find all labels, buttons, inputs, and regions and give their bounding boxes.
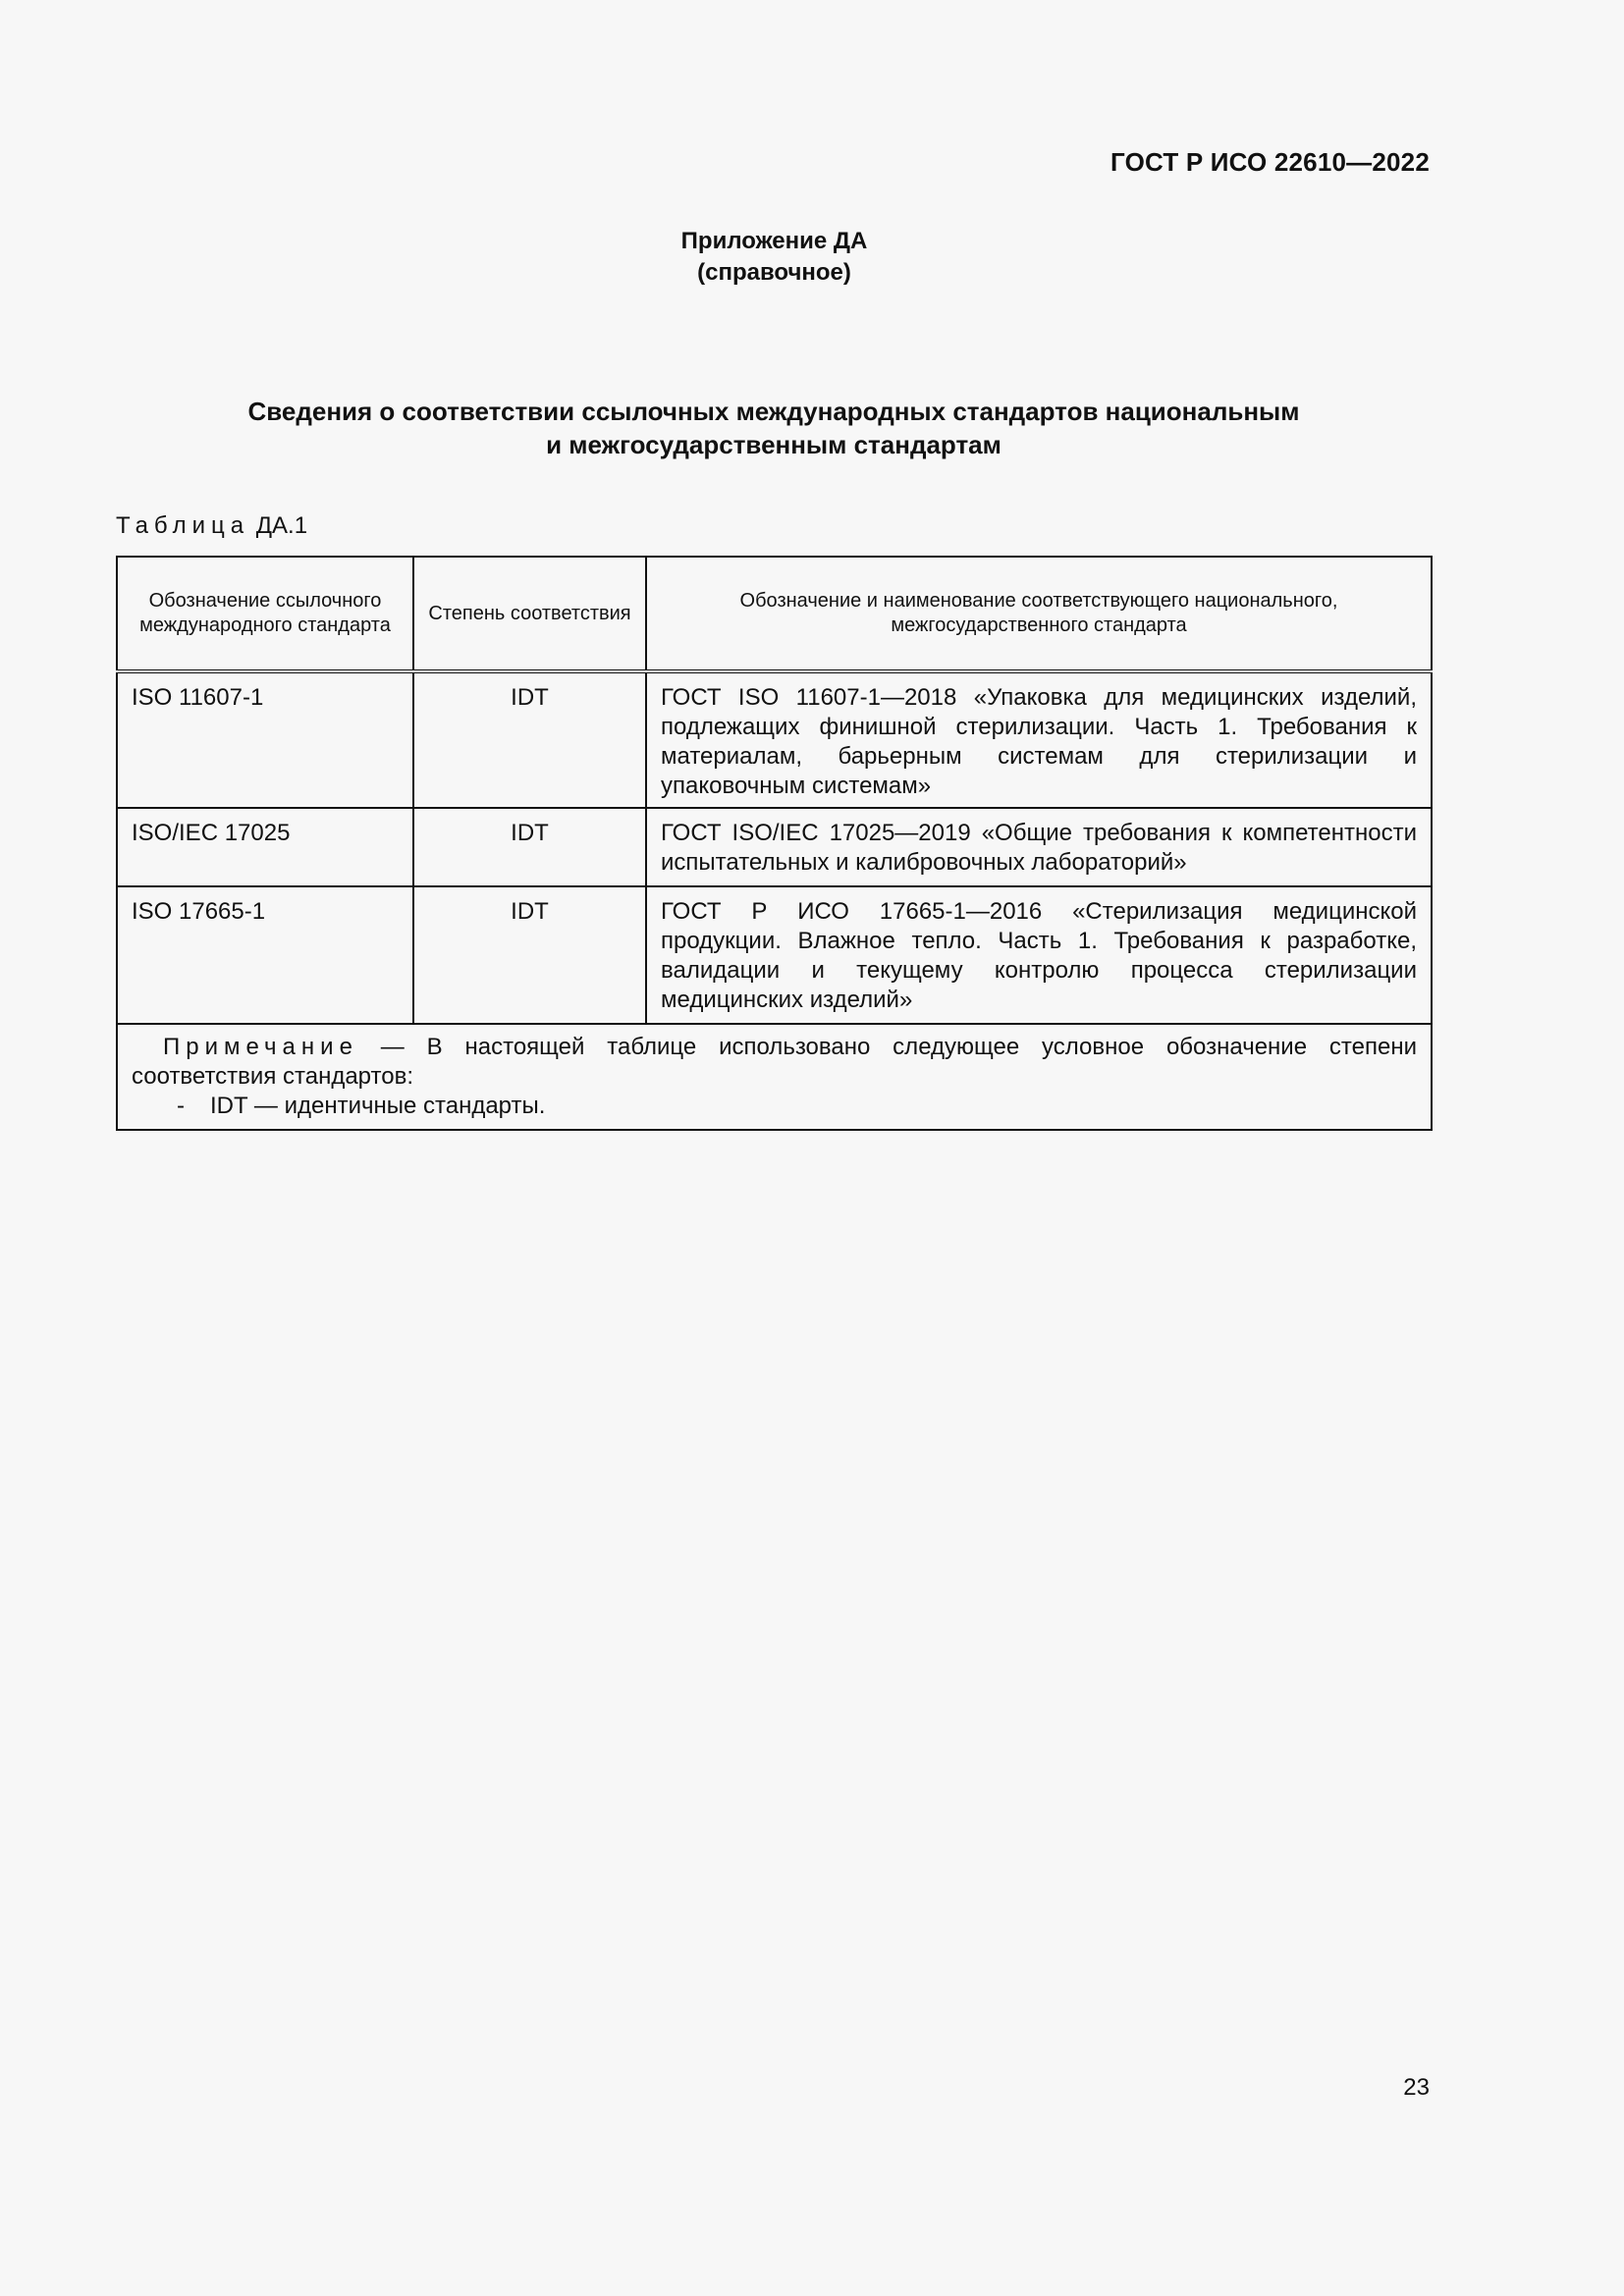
cell-degree: IDT <box>413 808 646 886</box>
table-row <box>117 671 1432 808</box>
table-row <box>117 886 1432 1024</box>
correspondence-table <box>116 556 1433 1131</box>
table-note-row <box>117 1024 1432 1130</box>
cell-degree: IDT <box>413 671 646 808</box>
table-header-row <box>117 557 1432 671</box>
section-title-line-2: и межгосударственным стандартам <box>546 430 1001 459</box>
table-note <box>117 1024 1432 1130</box>
table-caption <box>116 512 307 540</box>
cell-national-standard: ГОСТ Р ИСО 17665-1—2016 «Стерилизация медицинской продукции. Влажное тепло. Часть 1. Требования к разработке, валидации и текущему контролю процесса стерилизации медицинских изделий» <box>646 886 1432 1024</box>
appendix-subtitle: (справочное) <box>697 259 851 286</box>
table-row <box>117 808 1432 886</box>
column-header-reference: Обозначение ссылочного международного стандарта <box>117 557 413 671</box>
table-caption-number: ДА.1 <box>249 512 308 539</box>
section-title-line-1: Сведения о соответствии ссылочных международных стандартов национальным <box>247 397 1300 426</box>
cell-reference: ISO/IEC 17025 <box>117 808 413 886</box>
cell-reference: ISO 17665-1 <box>117 886 413 1024</box>
note-list-item <box>177 1092 1417 1121</box>
cell-degree: IDT <box>413 886 646 1024</box>
note-item-dash: - <box>177 1093 185 1119</box>
cell-national-standard: ГОСТ ISO/IEC 17025—2019 «Общие требования к компетентности испытательных и калибровочных лабораторий» <box>646 808 1432 886</box>
note-body: — В настоящей таблице использовано следующее условное обозначение степени соответствия стандартов: <box>132 1034 1417 1090</box>
cell-national-standard: ГОСТ ISO 11607-1—2018 «Упаковка для медицинских изделий, подлежащих финишной стерилизации. Часть 1. Требования к материалам, барьерным системам для стерилизации и упаковочным системам» <box>646 671 1432 808</box>
note-item-text: IDT — идентичные стандарты. <box>210 1093 546 1119</box>
cell-reference: ISO 11607-1 <box>117 671 413 808</box>
table-caption-label: Таблица <box>116 512 250 539</box>
section-title <box>116 395 1432 461</box>
column-header-national-standard: Обозначение и наименование соответствующего национального, межгосударственного стандарта <box>646 557 1432 671</box>
page-number: 23 <box>1403 2074 1430 2101</box>
appendix-title: Приложение ДА <box>680 228 868 254</box>
note-label: Примечание <box>163 1034 358 1060</box>
note-text <box>132 1033 1417 1092</box>
appendix-heading <box>0 226 1548 289</box>
document-designation: ГОСТ Р ИСО 22610—2022 <box>1110 147 1430 177</box>
column-header-degree: Степень соответствия <box>413 557 646 671</box>
